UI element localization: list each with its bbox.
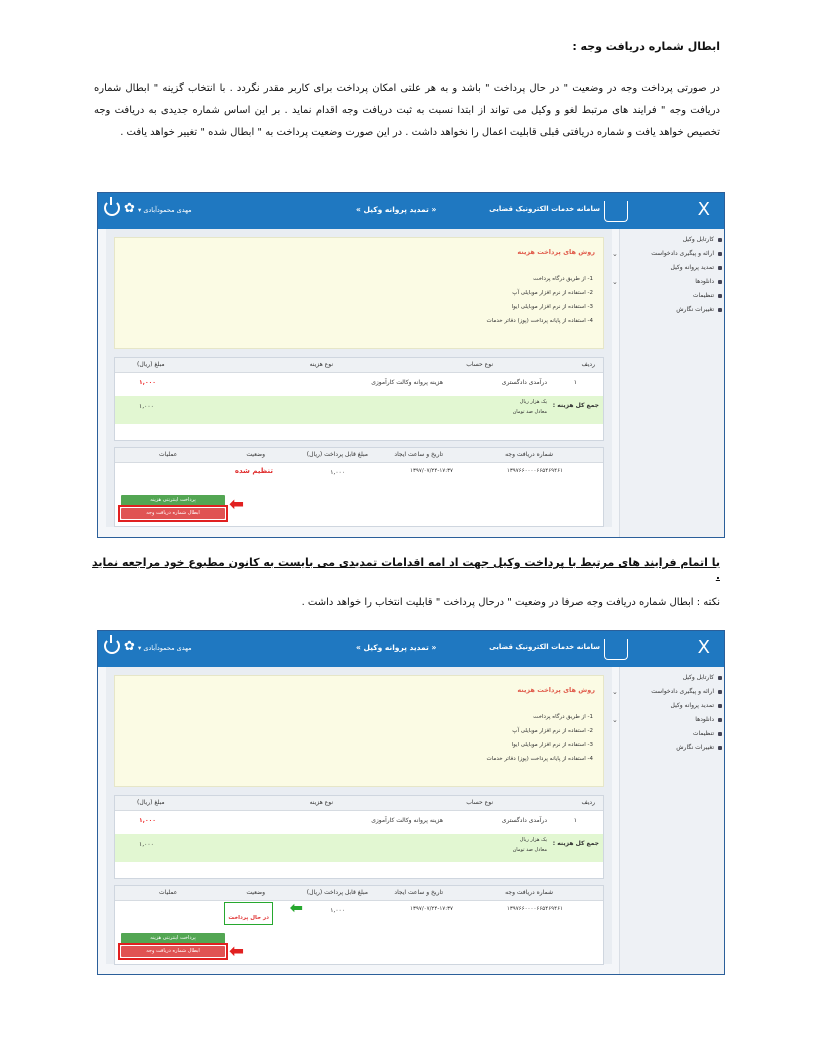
sidebar-item-label: تمدید پروانه وکیل [670,264,714,271]
sidebar-item-label: ارائه و پیگیری دادخواست [651,688,714,695]
total-words: یک هزار ریال [519,399,547,405]
col-header: مبلغ (ریال) [137,799,165,806]
power-icon[interactable] [104,638,120,654]
table-header [115,358,603,373]
cancel-receipt-button[interactable]: ابطال شماره دریافت وجه [121,946,225,957]
total-words: یک هزار ریال [519,837,547,843]
table-cell: ۱ [573,817,577,824]
col-header: وضعیت [246,451,265,458]
app-topbar [98,631,724,667]
highlight-box [118,943,228,960]
payment-method-item: 1- از طریق درگاه پرداخت [533,714,593,720]
total-words: معادل صد تومان [512,409,547,415]
col-header: تاریخ و ساعت ایجاد [394,451,443,458]
payment-method-item: 3- استفاده از نرم افزار موبایلی ایوا [511,304,593,310]
gear-icon[interactable]: ✿ [124,201,135,216]
red-arrow-icon: ⬅ [229,941,245,962]
payment-methods-title: روش های پرداخت هزینه [517,686,595,694]
screenshot-paying [97,630,725,975]
total-value: ۱,۰۰۰ [139,841,154,848]
receipts-table [114,885,604,965]
main-content [106,667,612,964]
document-icon [718,252,722,256]
table-cell: هزینه پروانه وکالت کارآموزی [371,817,443,824]
payment-methods-panel [114,675,604,787]
payment-method-item: 1- از طریق درگاه پرداخت [533,276,593,282]
sidebar-item-settings[interactable] [620,727,724,741]
col-header: نوع هزینه [309,361,333,368]
intro-paragraph: در صورتی پرداخت وجه در وضعیت " در حال پرداخت " باشد و به هر علتی امکان پرداخت برای کاربر مقدر نگردد . با انتخاب گزینه " ابطال شماره دریافت وجه " فرایند های مرتبط لغو و وکیل می تواند از ابتدا نسبت به ثبت دریافت وجه اقدام نماید . بر این اساس شماره جدیدی به دریافت وجه تخصیص خواهد یافت و شماره دریافتی قبلی قابلیت اعمال را نخواهد داشت . در این صورت وضعیت پرداخت به " ابطال شده " تغییر خواهد یافت . [94,83,720,138]
receipt-amount: ۱,۰۰۰ [330,469,345,476]
status-badge: در حال پرداخت [228,915,269,921]
payment-method-item: 2- استفاده از نرم افزار موبایلی آپ [512,728,593,734]
cancel-receipt-button[interactable]: ابطال شماره دریافت وجه [121,508,225,519]
close-icon[interactable]: X [697,637,710,658]
payment-method-item: 3- استفاده از نرم افزار موبایلی ایوا [511,742,593,748]
receipt-number: ۱۳۹۷۶۶۰۰۰۰۶۶۵۴۶۹۴۶۱ [506,906,563,912]
scales-logo-icon [604,639,628,660]
col-header: نوع حساب [466,361,493,368]
payment-method-item: 4- استفاده از پایانه پرداخت (پوز) دفاتر خدمات [486,318,593,324]
settings-icon [718,732,722,736]
page-title: « تمدید پروانه وکیل » [356,643,437,652]
download-icon [718,280,722,284]
col-header: عملیات [159,889,178,896]
chevron-down-icon: ⌄ [612,250,618,258]
internet-pay-button[interactable]: پرداخت اینترنتی هزینه [121,495,225,506]
col-header: تاریخ و ساعت ایجاد [394,889,443,896]
payment-methods-title: روش های پرداخت هزینه [517,248,595,256]
col-header: ردیف [581,361,595,368]
app-topbar [98,193,724,229]
table-cell: درآمدی دادگستری [501,379,547,386]
sidebar-item-label: کارتابل وکیل [682,236,714,243]
table-cell: ۱,۰۰۰ [139,817,156,824]
settings-icon [718,294,722,298]
chevron-down-icon: ⌄ [612,688,618,696]
payment-method-item: 4- استفاده از پایانه پرداخت (پوز) دفاتر خدمات [486,756,593,762]
receipt-amount: ۱,۰۰۰ [330,907,345,914]
main-content [106,229,612,527]
sidebar-item-changelog[interactable] [620,741,724,755]
payment-methods-panel [114,237,604,349]
table-cell: هزینه پروانه وکالت کارآموزی [371,379,443,386]
total-label: جمع کل هزینه : [552,840,599,847]
close-icon[interactable]: X [697,199,710,220]
sidebar-item-label: کارتابل وکیل [682,674,714,681]
col-header: شماره دریافت وجه [505,889,553,896]
section-heading: ابطال شماره دریافت وجه : [572,40,720,53]
sidebar-item-label: تغییرات نگارش [676,744,714,751]
system-name: سامانه خدمات الکترونیک قضایی [489,205,600,213]
sidebar-item-petition[interactable] [612,247,724,261]
status-highlight [224,902,273,925]
sidebar-item-downloads[interactable] [612,275,724,289]
table-header [115,796,603,811]
page-title: « تمدید پروانه وکیل » [356,205,437,214]
sidebar-item-label: تنظیمات [692,730,714,737]
sidebar-item-petition[interactable] [612,685,724,699]
sidebar-item-cartable[interactable] [620,671,724,685]
col-header: وضعیت [246,889,265,896]
receipt-datetime: ۱۳۹۷/۰۷/۲۴-۱۷:۳۷ [410,468,453,474]
total-words: معادل صد تومان [512,847,547,853]
briefcase-icon [718,238,722,242]
receipts-table [114,447,604,527]
sidebar-item-downloads[interactable] [612,713,724,727]
col-header: مبلغ قابل پرداخت (ریال) [306,451,368,458]
scales-logo-icon [604,201,628,222]
col-header: شماره دریافت وجه [505,451,553,458]
red-arrow-icon: ⬅ [229,494,245,515]
total-value: ۱,۰۰۰ [139,403,154,410]
sidebar [612,667,724,974]
refresh-icon [718,704,722,708]
power-icon[interactable] [104,200,120,216]
receipt-datetime: ۱۳۹۷/۰۷/۲۴-۱۷:۳۷ [410,906,453,912]
sidebar-item-renewal[interactable] [620,699,724,713]
user-menu[interactable]: مهدی محمودآبادی ▾ [138,644,192,652]
sidebar-item-settings[interactable] [620,289,724,303]
sidebar-item-label: تنظیمات [692,292,714,299]
col-header: نوع حساب [466,799,493,806]
payment-method-item: 2- استفاده از نرم افزار موبایلی آپ [512,290,593,296]
fees-table [114,357,604,441]
sidebar-item-label: ارائه و پیگیری دادخواست [651,250,714,257]
refresh-icon [718,266,722,270]
total-label: جمع کل هزینه : [552,402,599,409]
sidebar-item-label: دانلودها [695,716,714,723]
screenshot-cancelled [97,192,725,538]
pencil-icon [718,308,722,312]
pencil-icon [718,746,722,750]
green-arrow-icon: ⬅ [289,898,303,917]
download-icon [718,718,722,722]
user-menu[interactable]: مهدی محمودآبادی ▾ [138,206,192,214]
col-header: ردیف [581,799,595,806]
col-header: عملیات [159,451,178,458]
chevron-down-icon: ⌄ [612,278,618,286]
fees-table [114,795,604,879]
document-icon [718,690,722,694]
sidebar-item-renewal[interactable] [620,261,724,275]
chevron-down-icon: ⌄ [612,716,618,724]
sidebar-item-label: تغییرات نگارش [676,306,714,313]
sidebar-item-label: دانلودها [695,278,714,285]
col-header: نوع هزینه [309,799,333,806]
table-cell: ۱ [573,379,577,386]
receipt-number: ۱۳۹۷۶۶۰۰۰۰۶۶۵۴۶۹۴۶۱ [506,468,563,474]
sidebar-item-label: تمدید پروانه وکیل [670,702,714,709]
table-cell: درآمدی دادگستری [501,817,547,824]
table-cell: ۱,۰۰۰ [139,379,156,386]
briefcase-icon [718,676,722,680]
sidebar-item-cartable[interactable] [620,233,724,247]
sidebar-item-changelog[interactable] [620,303,724,317]
sidebar [612,229,724,537]
highlight-box [118,505,228,522]
status-badge: تنظیم شده [234,467,273,475]
note-bold: با اتمام فرایند های مرتبط با پرداخت وکیل جهت اد امه اقدامات تمدیدی می بایست به کانون مطبوع خود مراجعه نماید . [92,556,720,582]
system-name: سامانه خدمات الکترونیک قضایی [489,643,600,651]
note: نکته : ابطال شماره دریافت وجه صرفا در وضعیت " درحال پرداخت " قابلیت انتخاب را خواهد داشت . [301,597,720,608]
internet-pay-button[interactable]: پرداخت اینترنتی هزینه [121,933,225,944]
col-header: مبلغ قابل پرداخت (ریال) [306,889,368,896]
col-header: مبلغ (ریال) [137,361,165,368]
gear-icon[interactable]: ✿ [124,639,135,654]
